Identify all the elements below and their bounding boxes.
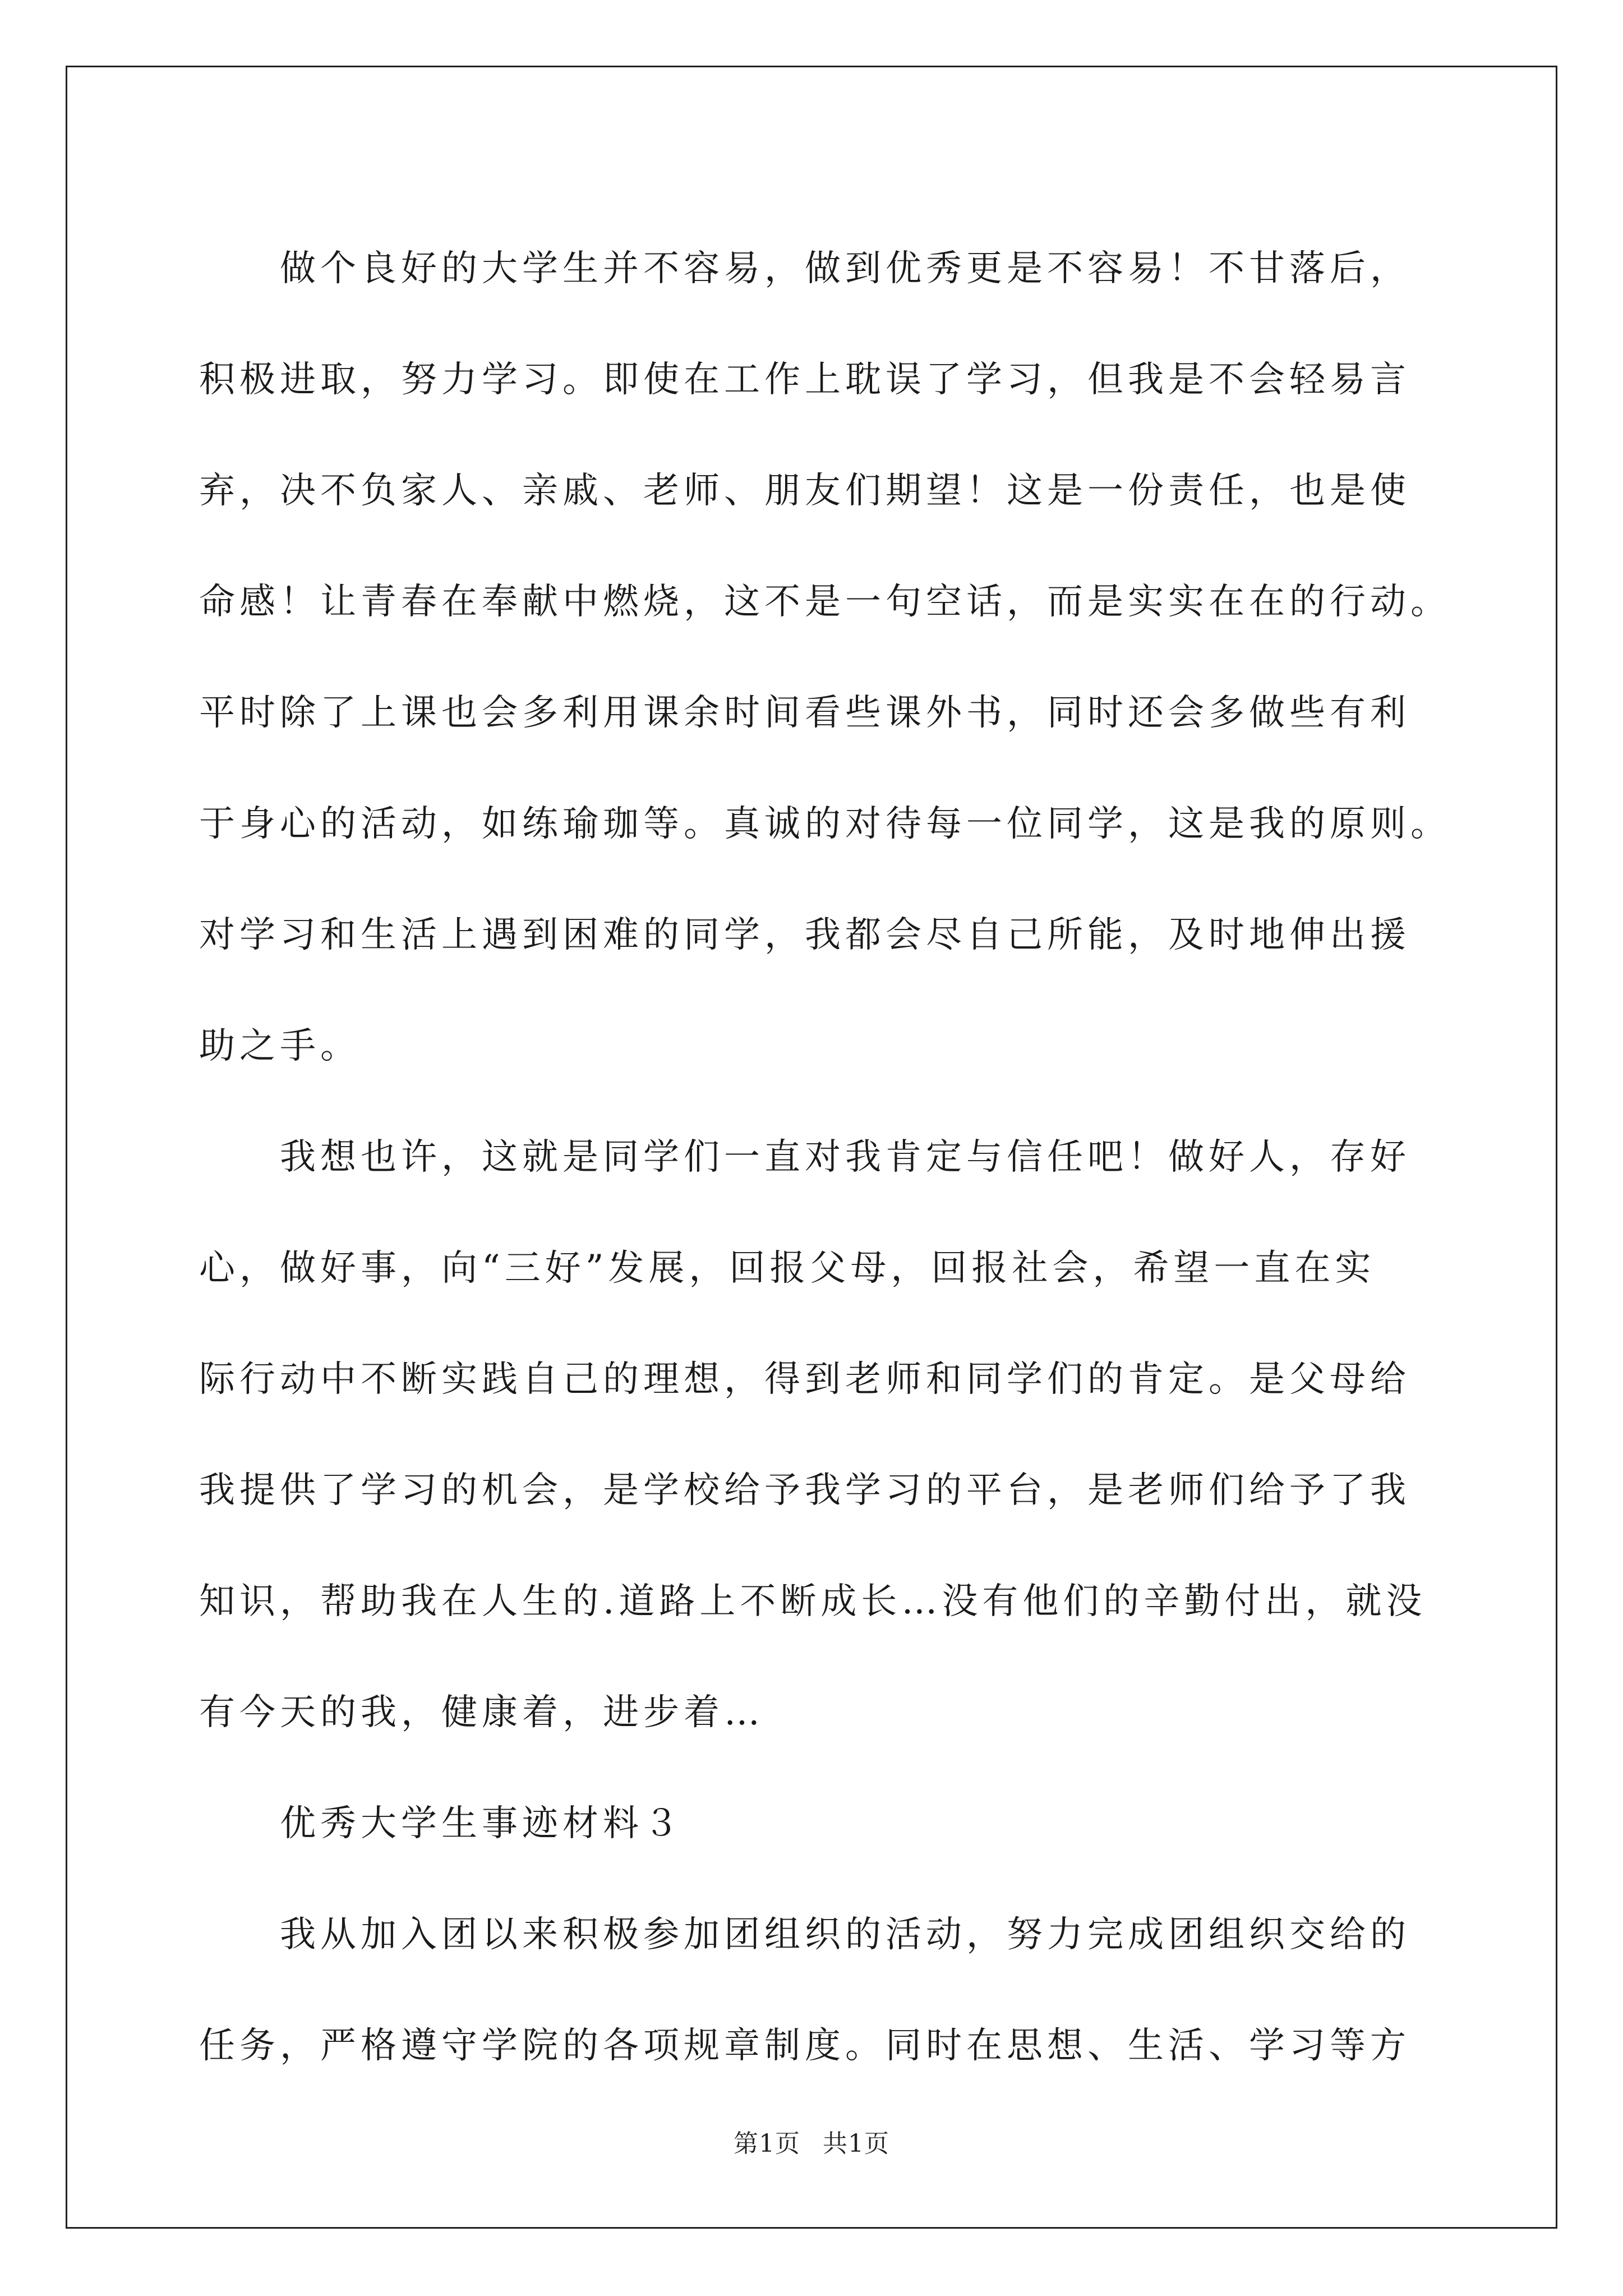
text-line: 命感！让青春在奉献中燃烧，这不是一句空话，而是实实在在的行动。 (199, 581, 1451, 623)
text-line: 做个良好的大学生并不容易，做到优秀更是不容易！不甘落后， (199, 248, 1410, 289)
page-total: 共1页 (823, 2129, 889, 2158)
text-line: 有今天的我，健康着，进步着… (199, 1692, 764, 1733)
text-line: 心，做好事，向“三好”发展，回报父母，回报社会，希望一直在实 (199, 1248, 1376, 1289)
text-line: 我从加入团以来积极参加团组织的活动，努力完成团组织交给的 (199, 1914, 1410, 1955)
text-line: 任务，严格遵守学院的各项规章制度。同时在思想、生活、学习等方 (199, 2025, 1410, 2067)
document-body (199, 213, 1451, 2101)
text-line: 际行动中不断实践自己的理想，得到老师和同学们的肯定。是父母给 (199, 1359, 1410, 1400)
text-line: 知识，帮助我在人生的.道路上不断成长…没有他们的辛勤付出，就没 (199, 1581, 1427, 1622)
text-line: 我想也许，这就是同学们一直对我肯定与信任吧！做好人，存好 (199, 1137, 1410, 1178)
text-line: 对学习和生活上遇到困难的同学，我都会尽自己所能，及时地伸出援 (199, 914, 1410, 956)
text-line: 弃，决不负家人、亲戚、老师、朋友们期望！这是一份责任，也是使 (199, 470, 1410, 512)
text-line: 于身心的活动，如练瑜珈等。真诚的对待每一位同学，这是我的原则。 (199, 803, 1451, 845)
text-line: 平时除了上课也会多利用课余时间看些课外书，同时还会多做些有利 (199, 692, 1410, 734)
text-line: 我提供了学习的机会，是学校给予我学习的平台，是老师们给予了我 (199, 1470, 1410, 1511)
text-line: 积极进取，努力学习。即使在工作上耽误了学习，但我是不会轻易言 (199, 359, 1410, 401)
text-line: 助之手。 (199, 1025, 361, 1067)
page-number: 第1页 (734, 2129, 800, 2158)
section-heading: 优秀大学生事迹材料３ (199, 1803, 684, 1844)
page-footer (0, 2123, 1623, 2159)
